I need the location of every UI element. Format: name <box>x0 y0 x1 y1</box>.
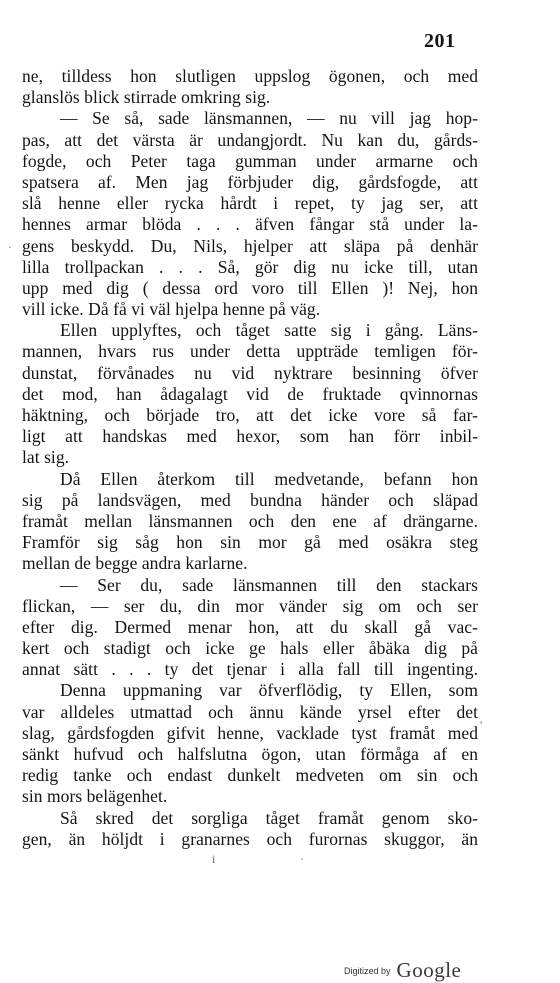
text-line: flickan, — ser du, din mor vänder sig om och ser <box>22 595 478 616</box>
text-line: — Se så, sade länsmannen, — nu vill jag hop- <box>60 108 478 129</box>
text-line: lilla trollpackan . . . Så, gör dig nu icke till, utan <box>22 256 478 277</box>
text-line: det mod, han ådagalagt vid de fruktade qvinnornas <box>22 383 478 404</box>
text-line: lat sig. <box>22 447 70 468</box>
text-line: Framför sig såg hon sin mor gå med osäkra steg <box>22 532 478 553</box>
text-line: spatsera af. Men jag förbjuder dig, gårdsfogde, att <box>22 171 478 192</box>
text-line: gen, än höljdt i granarnes och furornas skuggor, än <box>22 828 478 849</box>
text-line: Ellen upplyftes, och tåget satte sig i gång. Läns- <box>60 320 478 341</box>
text-line: pas, att det värsta är undangjordt. Nu kan du, gårds- <box>22 129 478 150</box>
text-line: upp med dig ( dessa ord voro till Ellen )! Nej, hon <box>22 277 478 298</box>
margin-mark: i <box>212 852 216 866</box>
google-wordmark: Google <box>396 958 462 982</box>
margin-mark: ' <box>480 718 483 732</box>
text-line: ne, tilldess hon slutligen uppslog ögonen, och med <box>22 66 478 86</box>
text-line: glanslös blick stirrade omkring sig. <box>22 87 271 108</box>
text-line: var alldeles utmattad och ännu kände yrsel efter det <box>22 701 478 722</box>
text-line: mannen, hvars rus under detta uppträde temligen för- <box>22 341 478 362</box>
text-line: sig på landsvägen, med bundna händer och släpad <box>22 489 478 510</box>
text-line: hennes armar blöda . . . äfven fångar stå under la- <box>22 214 478 235</box>
text-line: Så skred det sorgliga tåget framåt genom sko- <box>60 807 478 828</box>
text-line: slag, gårdsfogden gifvit henne, vacklade tyst framåt med <box>22 722 478 743</box>
text-line: vill icke. Då få vi väl hjelpa henne på väg. <box>22 299 321 320</box>
text-line: mellan de begge andra karlarne. <box>22 553 248 574</box>
margin-mark: · <box>300 852 304 866</box>
text-line: framåt mellan länsmannen och den ene af drängarne. <box>22 510 478 531</box>
digitized-label: Digitized by <box>344 966 391 976</box>
page-number: 201 <box>424 30 456 52</box>
text-line: häktning, och började tro, att det icke vore så far- <box>22 405 478 425</box>
text-line: Då Ellen återkom till medvetande, befann hon <box>60 468 478 489</box>
text-line: annat sätt . . . ty det tjenar i alla fall till ingenting. <box>22 659 478 680</box>
body-text <box>22 66 478 850</box>
text-line: slå henne eller rycka hårdt i repet, ty jag ser, att <box>22 193 478 214</box>
text-line: efter dig. Dermed menar hon, att du skall gå vac- <box>22 616 478 637</box>
text-line: dunstat, förvånades nu vid nyktrare besinning öfver <box>22 362 478 383</box>
text-line: redig tanke och endast dunkelt medveten om sin och <box>22 765 478 786</box>
text-line: sänkt hufvud och halfslutna ögon, utan förmåga af en <box>22 744 478 764</box>
text-line: kert och stadigt och icke ge hals eller åbäka dig på <box>22 638 478 659</box>
text-line: — Ser du, sade länsmannen till den stackars <box>60 574 478 595</box>
text-line: Denna uppmaning var öfverflödig, ty Ellen, som <box>60 680 478 701</box>
text-line: ligt att handskas med hexor, som han förr inbil- <box>22 426 478 447</box>
text-line: gens beskydd. Du, Nils, hjelper att släpa på denhär <box>22 235 478 256</box>
text-line: sin mors belägenhet. <box>22 786 168 807</box>
margin-mark: · <box>8 240 12 254</box>
text-line: fogde, och Peter taga gumman under armarne och <box>22 150 478 171</box>
digitized-by-google-watermark <box>344 958 461 983</box>
